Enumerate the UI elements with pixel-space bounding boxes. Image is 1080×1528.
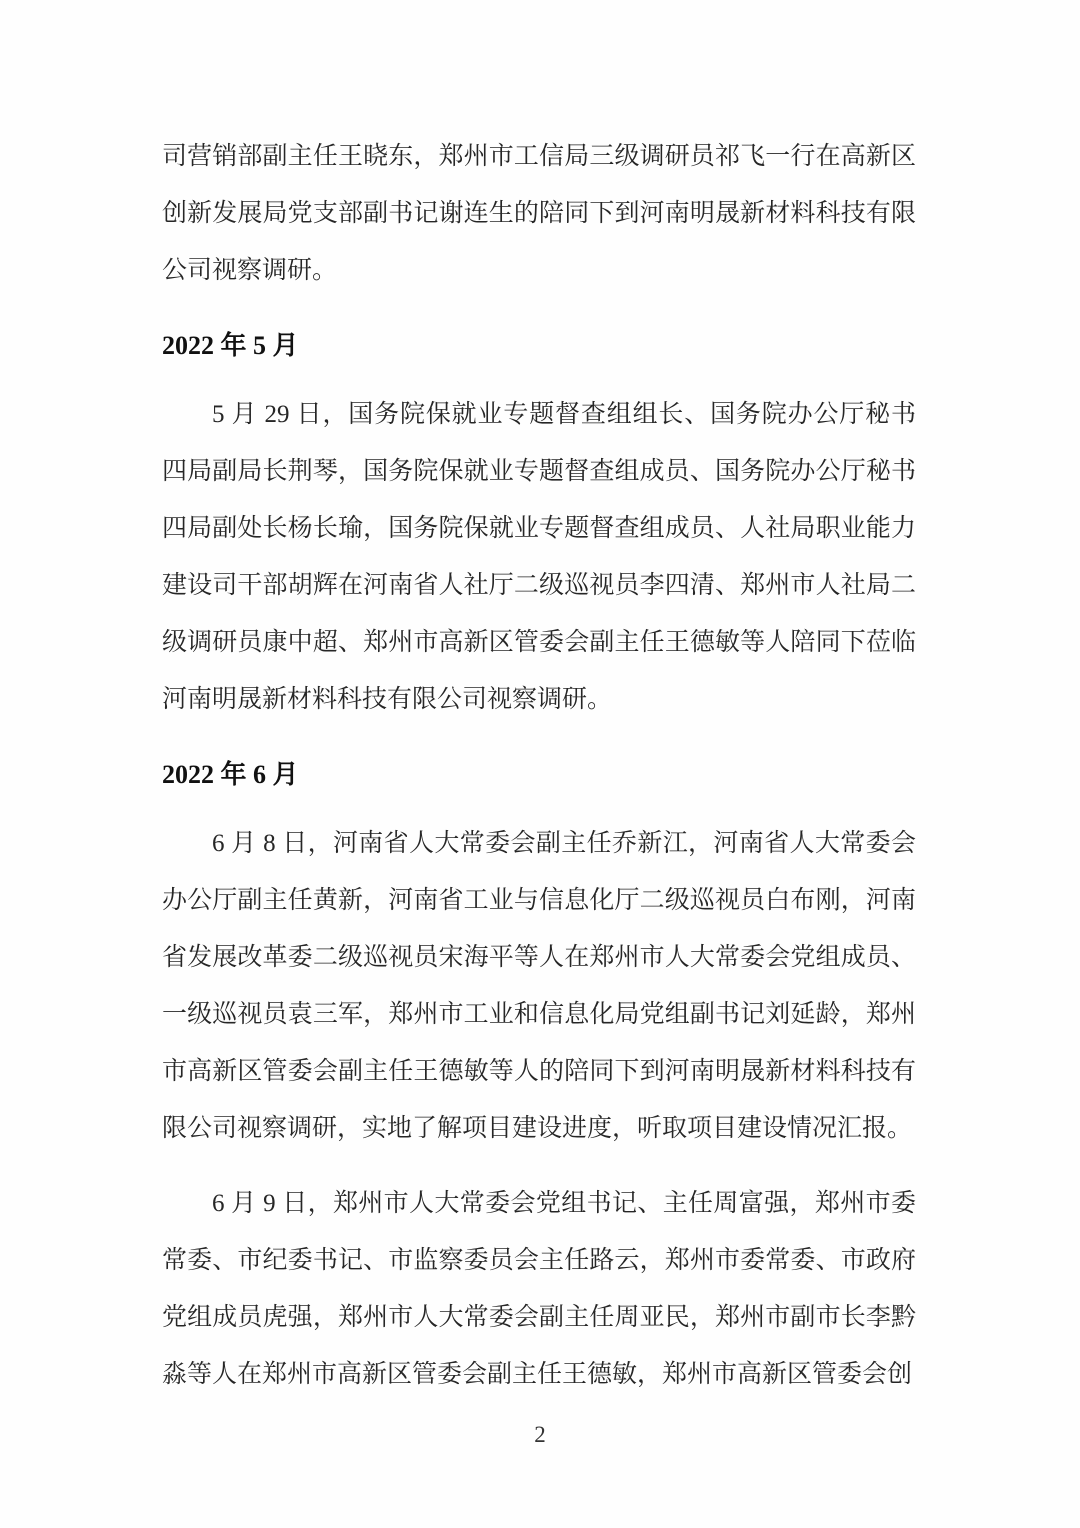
paragraph-june-8: 6 月 8 日，河南省人大常委会副主任乔新江，河南省人大常委会办公厅副主任黄新，河南省工业与信息化厅二级巡视员白布刚，河南省发展改革委二级巡视员宋海平等人在郑州市人大常委会党组成员、一级巡视员袁三军，郑州市工业和信息化局党组副书记刘延龄，郑州市高新区管委会副主任王德敏等人的陪同下到河南明晟新材料科技有限公司视察调研，实地了解项目建设进度，听取项目建设情况汇报。: [162, 830, 916, 1142]
paragraph-june-9: 6 月 9 日，郑州市人大常委会党组书记、主任周富强，郑州市委常委、市纪委书记、市监察委员会主任路云，郑州市委常委、市政府党组成员虎强，郑州市人大常委会副主任周亚民，郑州市副市长李黔淼等人在郑州市高新区管委会副主任王德敏，郑州市高新区管委会创: [162, 1190, 916, 1388]
section-heading-2022-june: 2022 年 6 月: [162, 760, 299, 789]
section-heading-2022-may: 2022 年 5 月: [162, 331, 299, 360]
page-number: 2: [534, 1422, 546, 1447]
paragraph-may-29: 5 月 29 日，国务院保就业专题督查组组长、国务院办公厅秘书四局副局长荆琴，国务院保就业专题督查组成员、国务院办公厅秘书四局副处长杨长瑜，国务院保就业专题督查组成员、人社局职业能力建设司干部胡辉在河南省人社厅二级巡视员李四清、郑州市人社局二级调研员康中超、郑州市高新区管委会副主任王德敏等人陪同下莅临河南明晟新材料科技有限公司视察调研。: [162, 401, 916, 713]
paragraph-continuation: 司营销部副主任王晓东，郑州市工信局三级调研员祁飞一行在高新区创新发展局党支部副书记谢连生的陪同下到河南明晟新材料科技有限公司视察调研。: [162, 143, 916, 284]
